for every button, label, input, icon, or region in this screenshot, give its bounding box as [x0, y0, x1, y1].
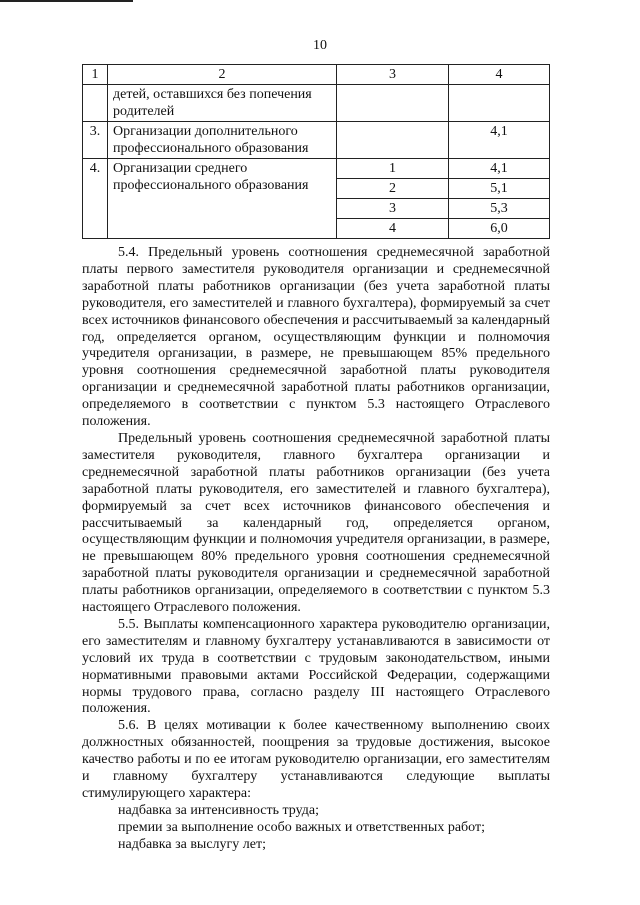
- table-cell-ratio: 5,1: [449, 179, 550, 199]
- paragraph-5-6: 5.6. В целях мотивации к более качественному выполнению своих должностных обязанностей, поощрения за трудовые достижения, высокое качество работы и по ее итогам руководителю организации, его заместителям и главному бухгалтеру устанавливаются следующие выплаты стимулирующего характера:: [82, 718, 550, 801]
- table-header-cell: 2: [108, 65, 337, 85]
- table-row: [83, 85, 550, 122]
- table-cell-group: 2: [337, 179, 449, 199]
- table-cell-name: Организации дополнительного профессионального образования: [108, 122, 337, 159]
- paragraph-deputy-ratio: Предельный уровень соотношения среднемесячной заработной платы заместителя руководителя, главного бухгалтера организации и среднемесячной заработной платы работников организации (без учета заработной платы руководителя, его заместителей и главного бухгалтера), формируемый за счет всех источников финансового обеспечения и рассчитываемый за календарный год, определяется органом, осуществляющим функции и полномочия учредителя организации, в размере, не превышающем 80% предельного уровня соотношения среднемесячной заработной платы руководителя организации и среднемесячной заработной платы работников организации, определяемого в соответствии с пунктом 5.3 настоящего Отраслевого положения.: [82, 430, 550, 616]
- table-cell-group: [337, 85, 449, 122]
- table-cell-num: 3.: [83, 122, 108, 159]
- list-item: надбавка за интенсивность труда;: [118, 802, 319, 818]
- document-body: [82, 245, 550, 854]
- table-cell-group: [337, 122, 449, 159]
- table-header-cell: 1: [83, 65, 108, 85]
- table-cell-name: детей, оставшихся без попечения родителей: [108, 85, 337, 122]
- table-cell-num: [83, 85, 108, 122]
- table-cell-name: Организации среднего профессионального образования: [108, 159, 337, 239]
- table-cell-num: 4.: [83, 159, 108, 239]
- table-cell-group: 3: [337, 199, 449, 219]
- list-item: премии за выполнение особо важных и ответственных работ;: [118, 819, 485, 835]
- table-cell-ratio: [449, 85, 550, 122]
- table-cell-ratio: 6,0: [449, 219, 550, 239]
- table-header-row: [83, 65, 550, 85]
- top-rule: [0, 0, 133, 2]
- table-cell-ratio: 4,1: [449, 122, 550, 159]
- table-row: [83, 122, 550, 159]
- paragraph-5-5: 5.5. Выплаты компенсационного характера руководителю организации, его заместителям и главному бухгалтеру устанавливаются в зависимости от условий их труда в соответствии с трудовым законодательством, иными нормативными правовыми актами Российской Федерации, содержащими нормы трудового права, согласно разделу III настоящего Отраслевого положения.: [82, 616, 550, 717]
- table-cell-group: 4: [337, 219, 449, 239]
- list-item: надбавка за выслугу лет;: [118, 836, 266, 852]
- table-cell-ratio: 5,3: [449, 199, 550, 219]
- table-cell-group: 1: [337, 159, 449, 179]
- table-row: [83, 159, 550, 179]
- table-header-cell: 4: [449, 65, 550, 85]
- salary-ratio-table: [82, 64, 550, 239]
- table-header-cell: 3: [337, 65, 449, 85]
- table-cell-ratio: 4,1: [449, 159, 550, 179]
- paragraph-5-4: 5.4. Предельный уровень соотношения среднемесячной заработной платы первого заместителя руководителя организации и среднемесячной заработной платы работников организации (без учета заработной платы руководителя, его заместителей и главного бухгалтера), формируемый за счет всех источников финансового обеспечения и рассчитываемый за календарный год, определяется органом, осуществляющим функции и полномочия учредителя организации, в размере, не превышающем 85% предельного уровня соотношения среднемесячной заработной платы руководителя организации и среднемесячной заработной платы работников организации, определяемого в соответствии с пунктом 5.3 настоящего Отраслевого положения.: [82, 245, 550, 430]
- page-number: 10: [313, 38, 327, 53]
